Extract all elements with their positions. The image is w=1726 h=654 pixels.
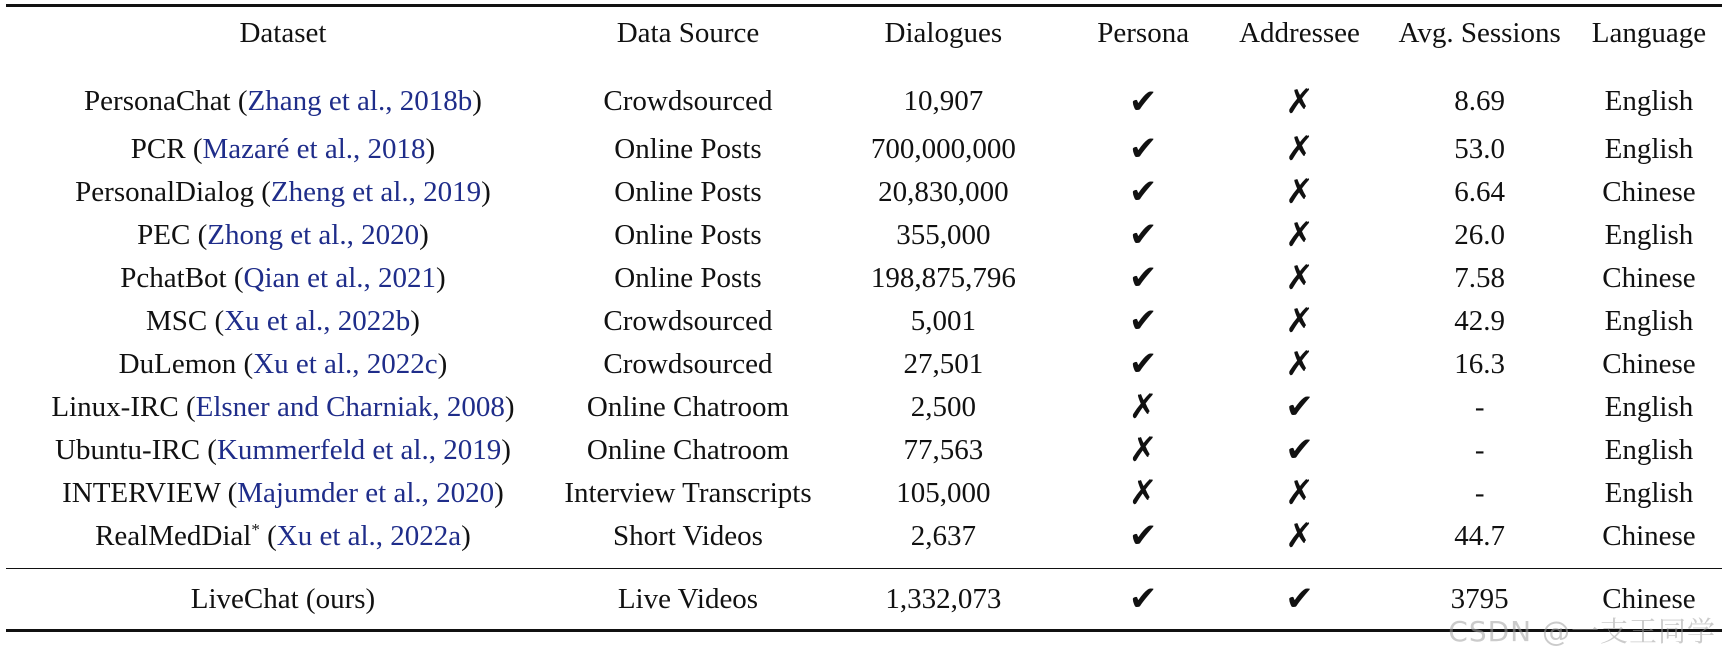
dataset-name: Linux-IRC: [51, 390, 179, 423]
persona-mark: ✗: [1128, 430, 1158, 470]
sessions-cell: 26.0: [1454, 218, 1506, 251]
dataset-name: PCR: [130, 132, 186, 165]
header-addressee: Addressee: [1239, 16, 1360, 49]
source-cell: Online Posts: [614, 218, 762, 251]
persona-mark: ✔: [1128, 579, 1158, 619]
citation-link[interactable]: Xu et al., 2022c: [253, 347, 438, 380]
dataset-name: Ubuntu-IRC: [55, 433, 201, 466]
table-row: [6, 171, 1722, 214]
addressee-mark: ✗: [1285, 81, 1314, 122]
addressee-mark: ✗: [1285, 473, 1314, 513]
header-row: [6, 6, 1722, 60]
table-row: [6, 300, 1722, 343]
dataset-cell: PersonaChat (Zhang et al., 2018b): [84, 85, 482, 117]
dataset-comparison-table: [6, 4, 1722, 632]
header-persona: Persona: [1097, 16, 1190, 49]
language-cell: English: [1604, 218, 1694, 251]
addressee-mark: ✔: [1285, 579, 1314, 619]
language-cell: English: [1604, 476, 1694, 509]
dialogues-cell: 105,000: [896, 476, 991, 509]
citation-link[interactable]: Kummerfeld et al., 2019: [216, 433, 502, 466]
language-cell: Chinese: [1602, 582, 1696, 615]
citation-link[interactable]: Elsner and Charniak, 2008: [195, 390, 505, 423]
header-dataset: Dataset: [239, 16, 327, 49]
source-cell: Short Videos: [612, 519, 763, 552]
citation-link[interactable]: Mazaré et al., 2018: [202, 132, 426, 165]
source-cell: Online Chatroom: [586, 390, 790, 423]
persona-mark: ✔: [1128, 81, 1158, 122]
comparison-table-container: [6, 4, 1722, 632]
dataset-cell: LiveChat (ours): [190, 582, 376, 615]
dataset-name: PchatBot: [120, 261, 227, 294]
dataset-cell: RealMedDial* (Xu et al., 2022a): [95, 519, 471, 552]
table-row: [6, 429, 1722, 472]
header-data-source: Data Source: [616, 16, 760, 49]
source-cell: Online Posts: [614, 175, 762, 208]
addressee-mark: ✗: [1285, 258, 1314, 298]
citation-link[interactable]: Zhong et al., 2020: [207, 218, 420, 251]
dialogues-cell: 27,501: [903, 347, 984, 380]
source-cell: Live Videos: [617, 582, 759, 615]
dialogues-cell: 355,000: [896, 218, 991, 251]
persona-mark: ✔: [1128, 129, 1158, 169]
sessions-cell: 8.69: [1454, 85, 1506, 117]
citation-link[interactable]: Xu et al., 2022a: [276, 519, 462, 552]
table-row: [6, 257, 1722, 300]
dialogues-cell: 20,830,000: [878, 175, 1009, 208]
dataset-name: INTERVIEW: [62, 476, 221, 509]
persona-mark: ✔: [1128, 172, 1158, 212]
dataset-cell: PersonalDialog (Zheng et al., 2019): [75, 175, 491, 208]
dataset-name: MSC: [146, 304, 208, 337]
header-language: Language: [1591, 16, 1707, 49]
source-cell: Online Posts: [614, 261, 762, 294]
language-cell: Chinese: [1602, 175, 1696, 208]
sessions-cell: 53.0: [1454, 132, 1506, 165]
footnote-marker: *: [251, 519, 260, 539]
watermark: CSDN @一支王同学: [1448, 615, 1716, 648]
header-avg-sessions: Avg. Sessions: [1398, 16, 1561, 49]
table-body: [6, 60, 1722, 569]
dataset-cell: PEC (Zhong et al., 2020): [137, 218, 429, 251]
dataset-cell: INTERVIEW (Majumder et al., 2020): [62, 476, 504, 509]
dialogues-cell: 10,907: [903, 85, 984, 117]
persona-mark: ✔: [1128, 344, 1158, 384]
language-cell: English: [1604, 85, 1694, 117]
source-cell: Interview Transcripts: [564, 476, 812, 509]
citation-link[interactable]: Xu et al., 2022b: [224, 304, 411, 337]
addressee-mark: ✔: [1285, 387, 1314, 427]
table-row: [6, 386, 1722, 429]
persona-mark: ✔: [1128, 258, 1158, 298]
sessions-cell: 7.58: [1454, 261, 1506, 294]
dialogues-cell: 700,000,000: [870, 132, 1016, 165]
dataset-cell: Ubuntu-IRC (Kummerfeld et al., 2019): [55, 433, 511, 466]
sessions-cell: -: [1474, 476, 1485, 509]
addressee-mark: ✗: [1285, 129, 1314, 169]
language-cell: English: [1604, 390, 1694, 423]
language-cell: English: [1604, 132, 1694, 165]
language-cell: English: [1604, 304, 1694, 337]
sessions-cell: 16.3: [1454, 347, 1506, 380]
dialogues-cell: 5,001: [910, 304, 976, 337]
addressee-mark: ✗: [1285, 215, 1314, 255]
sessions-cell: -: [1474, 390, 1485, 423]
persona-mark: ✔: [1128, 301, 1158, 341]
source-cell: Crowdsourced: [603, 347, 773, 380]
language-cell: Chinese: [1602, 347, 1696, 380]
dataset-name: PersonaChat: [84, 85, 231, 117]
table-row: [6, 128, 1722, 171]
dataset-name: PEC: [137, 218, 191, 251]
table-row: [6, 472, 1722, 515]
sessions-cell: 6.64: [1454, 175, 1506, 208]
sessions-cell: 3795: [1450, 582, 1509, 615]
addressee-mark: ✗: [1285, 172, 1314, 212]
source-cell: Online Posts: [614, 132, 762, 165]
dialogues-cell: 1,332,073: [885, 582, 1002, 615]
persona-mark: ✗: [1128, 473, 1158, 513]
persona-mark: ✔: [1128, 215, 1158, 255]
addressee-mark: ✗: [1285, 344, 1314, 384]
dataset-name: RealMedDial: [95, 519, 252, 552]
citation-link[interactable]: Zheng et al., 2019: [270, 175, 482, 208]
citation-link[interactable]: Majumder et al., 2020: [237, 476, 495, 509]
language-cell: English: [1604, 433, 1694, 466]
persona-mark: ✔: [1128, 516, 1158, 557]
dialogues-cell: 2,637: [910, 519, 976, 552]
addressee-mark: ✗: [1285, 301, 1314, 341]
sessions-cell: 42.9: [1454, 304, 1506, 337]
dataset-cell: PCR (Mazaré et al., 2018): [130, 132, 436, 165]
language-cell: Chinese: [1602, 261, 1696, 294]
dataset-cell: DuLemon (Xu et al., 2022c): [118, 347, 448, 380]
source-cell: Crowdsourced: [603, 85, 773, 117]
header-dialogues: Dialogues: [884, 16, 1003, 49]
table-row: [6, 515, 1722, 569]
dataset-name: PersonalDialog: [75, 175, 254, 208]
citation-link[interactable]: Zhang et al., 2018b: [247, 85, 473, 117]
table-row: [6, 60, 1722, 128]
source-cell: Online Chatroom: [586, 433, 790, 466]
sessions-cell: 44.7: [1454, 519, 1506, 552]
dialogues-cell: 2,500: [910, 390, 976, 423]
table-row: [6, 343, 1722, 386]
dataset-cell: MSC (Xu et al., 2022b): [146, 304, 420, 337]
dialogues-cell: 77,563: [903, 433, 984, 466]
addressee-mark: ✔: [1285, 430, 1314, 470]
source-cell: Crowdsourced: [603, 304, 773, 337]
dataset-cell: Linux-IRC (Elsner and Charniak, 2008): [51, 390, 515, 423]
citation-link[interactable]: Qian et al., 2021: [243, 261, 437, 294]
sessions-cell: -: [1474, 433, 1485, 466]
language-cell: Chinese: [1602, 519, 1696, 552]
persona-mark: ✗: [1128, 387, 1158, 427]
dataset-name: DuLemon: [118, 347, 237, 380]
dataset-cell: PchatBot (Qian et al., 2021): [120, 261, 446, 294]
table-row: [6, 214, 1722, 257]
dialogues-cell: 198,875,796: [870, 261, 1016, 294]
addressee-mark: ✗: [1285, 516, 1314, 557]
